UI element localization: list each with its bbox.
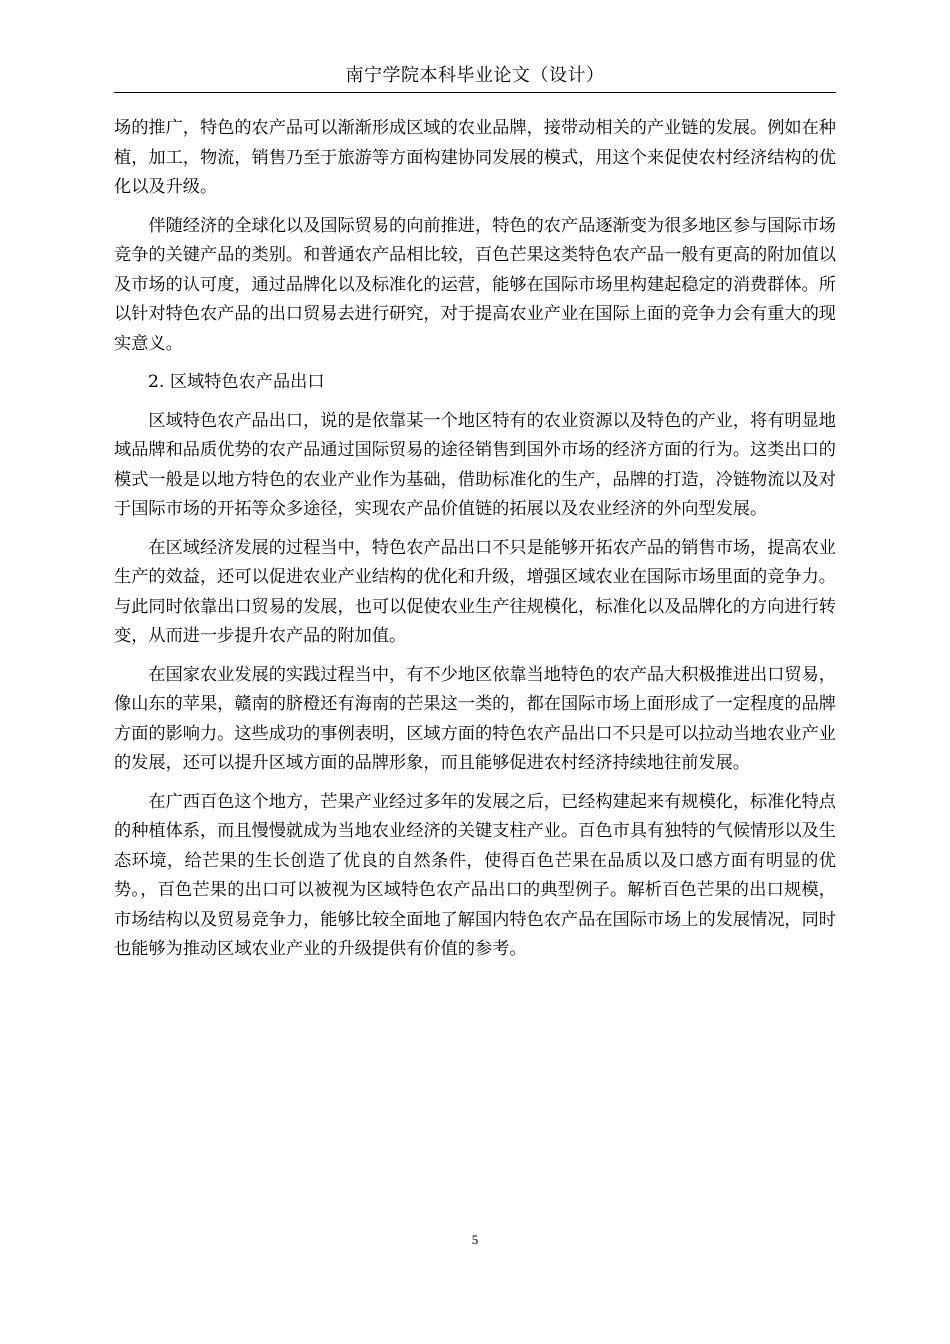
paragraph: 在区域经济发展的过程当中，特色农产品出口不只是能够开拓农产品的销售市场，提高农业生产的效益，还可以促进农业产业结构的优化和升级，增强区域农业在国际市场里面的竞争力。与此同时依靠出口贸易的发展，也可以促使农业生产往规模化，标准化以及品牌化的方向进行转变，从而进一步提升农产品的附加值。: [114, 537, 836, 646]
paragraph: 在广西百色这个地方，芒果产业经过多年的发展之后，已经构建起来有规模化，标准化特点的种植体系，而且慢慢就成为当地农业经济的关键支柱产业。百色市具有独特的气候情形以及生态环境，给芒果的生长创造了优良的自然条件，使得百色芒果在品质以及口感方面有明显的优势。，百色芒果的出口可以被视为区域特色农产品出口的典型例子。解析百色芒果的出口规模，市场结构以及贸易竞争力，能够比较全面地了解国内特色农产品在国际市场上的发展情况，同时也能够为推动区域农业产业的升级提供有价值的参考。: [114, 791, 836, 959]
page-header: [114, 62, 836, 93]
header-title: 南宁学院本科毕业论文（设计）: [345, 65, 605, 86]
page-body: [114, 114, 836, 974]
paragraph: 在国家农业发展的实践过程当中，有不少地区依靠当地特色的农产品大积极推进出口贸易，像山东的苹果，赣南的脐橙还有海南的芒果这一类的，都在国际市场上面形成了一定程度的品牌方面的影响力。这些成功的事例表明，区域方面的特色农产品出口不只是可以拉动当地农业产业的发展，还可以提升区域方面的品牌形象，而且能够促进农村经济持续地往前发展。: [114, 664, 836, 773]
paragraph: 伴随经济的全球化以及国际贸易的向前推进，特色的农产品逐渐变为很多地区参与国际市场竞争的关键产品的类别。和普通农产品相比较，百色芒果这类特色农产品一般有更高的附加值以及市场的认可度，通过品牌化以及标准化的运营，能够在国际市场里构建起稳定的消费群体。所以针对特色农产品的出口贸易去进行研究，对于提高农业产业在国际上面的竞争力会有重大的现实意义。: [114, 215, 836, 354]
paragraph: 区域特色农产品出口，说的是依靠某一个地区特有的农业资源以及特色的产业，将有明显地域品牌和品质优势的农产品通过国际贸易的途径销售到国外市场的经济方面的行为。这类出口的模式一般是以地方特色的农业产业作为基础，借助标准化的生产，品牌的打造，冷链物流以及对于国际市场的开拓等众多途径，实现农产品价值链的拓展以及农业经济的外向型发展。: [114, 410, 836, 519]
paragraph-continued: 场的推广，特色的农产品可以渐渐形成区域的农业品牌，接带动相关的产业链的发展。例如在种植，加工，物流，销售乃至于旅游等方面构建协同发展的模式，用这个来促使农村经济结构的优化以及升级。: [114, 118, 836, 197]
section-heading: 2. 区域特色农产品出口: [148, 372, 325, 392]
page-number: 5: [471, 1232, 479, 1247]
